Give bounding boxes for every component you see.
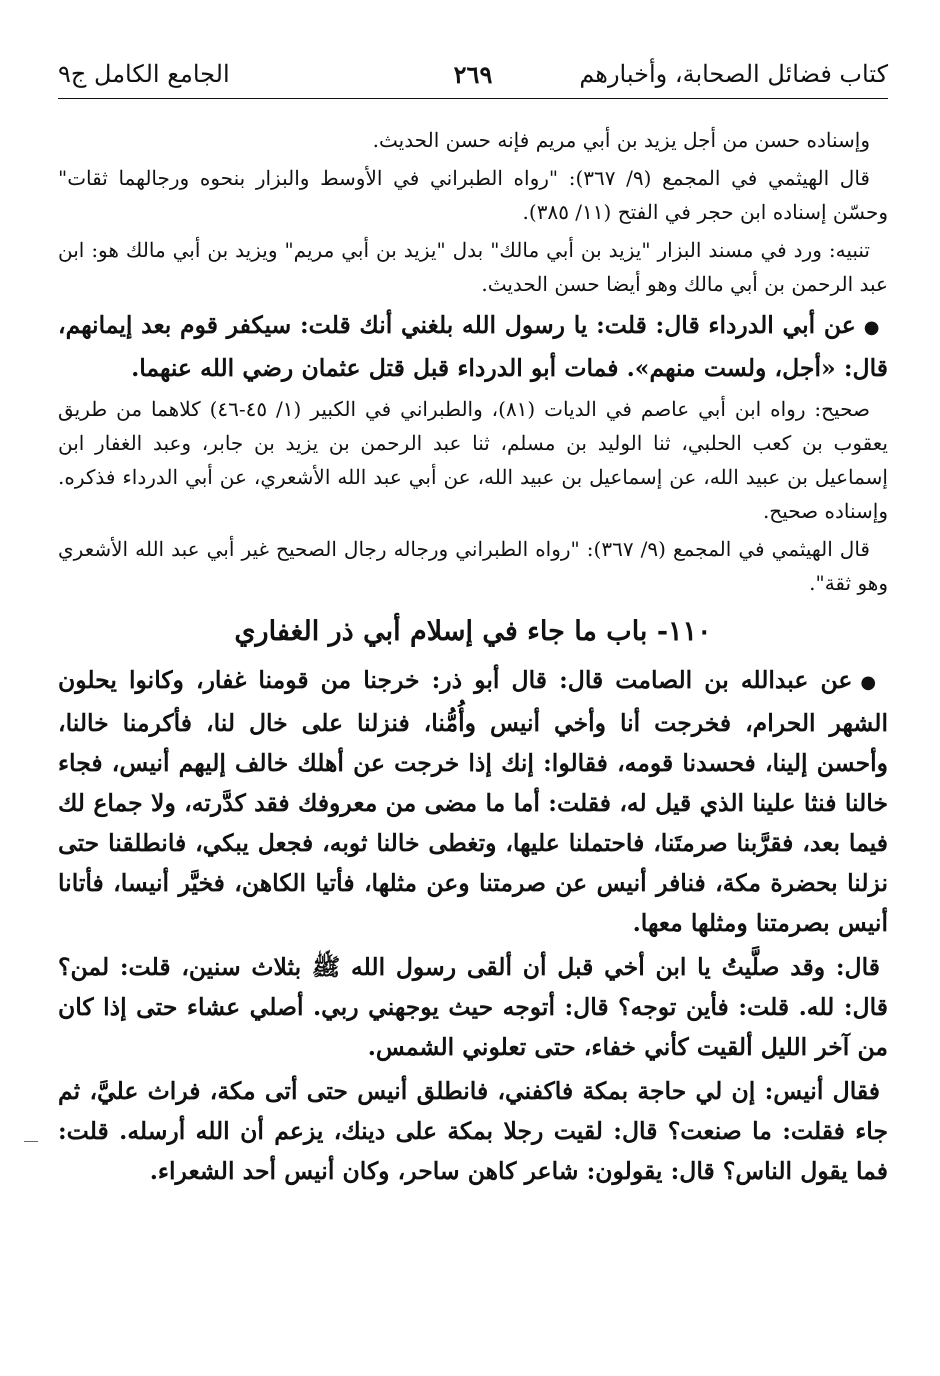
hadith-paragraph: فقال أنيس: إن لي حاجة بمكة فاكفني، فانطلق أنيس حتى أتى مكة، فراث عليَّ، ثم جاء فقلت: ما صنعت؟ قال: لقيت رجلا بمكة على دينك، يزعم أن الله أرسله. قلت: فما يقول الناس؟ قال: يقولون: شاعر كاهن ساحر، وكان أنيس أحد الشعراء. — [58, 1077, 888, 1185]
bullet-icon: ● — [860, 672, 880, 693]
margin-mark — [24, 1141, 38, 1142]
footnote-paragraph: صحيح: رواه ابن أبي عاصم في الديات (٨١)، والطبراني في الكبير (١/ ٤٥-٤٦) كلاهما من طريق يعقوب بن كعب الحلبي، ثنا الوليد بن مسلم، ثنا عبد الرحمن بن يزيد بن جابر، وعبد الغفار ابن إسماعيل بن عبيد الله، عن إسماعيل بن عبيد الله، عن أبي عبد الله الأشعري، عن أبي الدرداء فذكره. وإسناده صحيح. — [58, 397, 888, 523]
footnote-paragraph: تنبيه: ورد في مسند البزار "يزيد بن أبي مالك" بدل "يزيد بن أبي مريم" ويزيد بن أبي مالك هو: ابن عبد الرحمن بن أبي مالك وهو أيضا حسن الحديث. — [58, 238, 888, 296]
hadith-paragraph — [58, 660, 888, 943]
page-number: ٢٦٩ — [453, 60, 493, 89]
footnote-paragraph: قال الهيثمي في المجمع (٩/ ٣٦٧): "رواه الطبراني في الأوسط والبزار بنحوه ورجالهما ثقات" وحسّن إسناده ابن حجر في الفتح (١١/ ٣٨٥). — [58, 166, 888, 224]
hadith-paragraph: قال: وقد صلَّيتُ يا ابن أخي قبل أن ألقى رسول الله ﷺ بثلاث سنين، قلت: لمن؟ قال: لله. قلت: فأين توجه؟ قال: أتوجه حيث يوجهني ربي. أصلي عشاء حتى إذا كان من آخر الليل ألقيت كأني خفاء، حتى تعلوني الشمس. — [58, 953, 888, 1061]
footnote-paragraph: وإسناده حسن من أجل يزيد بن أبي مريم فإنه حسن الحديث. — [372, 128, 870, 152]
page-body — [58, 99, 888, 1191]
hadith-text: عن عبدالله بن الصامت قال: قال أبو ذر: خرجنا من قومنا غفار، وكانوا يحلون الشهر الحرام، فخرجت أنا وأخي أنيس وأُمُّنا، فنزلنا على خال لنا، فأكرمنا خالنا، وأحسن إلينا، فحسدنا قومه، فقالوا: إنك إذا خرجت عن أهلك خالف إليهم أنيس، فجاء خالنا فنثا علينا الذي قيل له، فقلت: أما ما مضى من معروفك فقد كدَّرته، ولا جماع لك فيما بعد، فقرَّبنا صرمتَنا، فاحتملنا عليها، وتغطى خالنا ثوبه، فجعل يبكي، فانطلقنا حتى نزلنا بحضرة مكة، فنافر أنيس عن صرمتنا وعن مثلها، فأتيا الكاهن، فخيَّر أنيسا، فأتانا أنيس بصرمتنا ومثلها معها. — [58, 666, 888, 937]
hadith-text: عن أبي الدرداء قال: قلت: يا رسول الله بلغني أنك قلت: سيكفر قوم بعد إيمانهم، قال: «أجل، ولست منهم». فمات أبو الدرداء قبل قتل عثمان رضي الله عنهما. — [58, 311, 888, 382]
bullet-icon: ● — [863, 317, 880, 338]
book-title: كتاب فضائل الصحابة، وأخبارهم — [579, 60, 888, 88]
book-page — [58, 52, 888, 1195]
hadith-paragraph — [58, 305, 888, 388]
chapter-heading: ١١٠- باب ما جاء في إسلام أبي ذر الغفاري — [234, 616, 712, 647]
volume-title: الجامع الكامل ج٩ — [58, 60, 230, 88]
footnote-paragraph: قال الهيثمي في المجمع (٩/ ٣٦٧): "رواه الطبراني ورجاله رجال الصحيح غير أبي عبد الله الأشعري وهو ثقة". — [58, 537, 888, 595]
running-header — [58, 52, 888, 99]
